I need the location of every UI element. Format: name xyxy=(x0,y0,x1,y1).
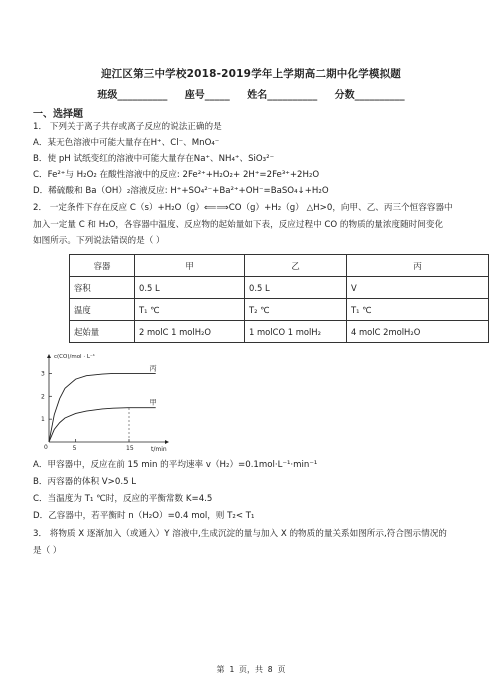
table-cell: 2 molC 1 molH₂O xyxy=(135,321,245,343)
q1-option-a: A．某无色溶液中可能大量存在H⁺、Cl⁻、MnO₄⁻ xyxy=(33,138,220,148)
table-cell: 0.5 L xyxy=(135,277,245,299)
q1-option-d: D．稀硫酸和 Ba（OH）₂溶液反应: H⁺+SO₄²⁻+Ba²⁺+OH⁻=BaSO₄↓+H₂O xyxy=(33,186,329,196)
table-cell: T₁ ℃ xyxy=(135,299,245,321)
x-axis-arrow xyxy=(165,440,169,444)
table-header-cell: 乙 xyxy=(245,255,347,277)
table-header-cell: 容器 xyxy=(70,255,135,277)
x-axis-label: t/min xyxy=(151,446,167,453)
table-header-cell: 丙 xyxy=(347,255,489,277)
table-header-row xyxy=(70,255,489,277)
q3-stem-line2: 是（ ） xyxy=(33,546,62,556)
table-row xyxy=(70,321,489,343)
y-axis-label: c(CO)/mol · L⁻¹ xyxy=(54,354,96,360)
conditions-table xyxy=(69,254,489,343)
q2-option-d: D．乙容器中，若平衡时 n（H₂O）=0.4 mol，则 T₂< T₁ xyxy=(33,511,255,521)
q2-stem-line3: 如图所示。下列说法错误的是（ ） xyxy=(33,236,165,246)
table-cell: V xyxy=(347,277,489,299)
x-tick-label: 5 xyxy=(72,445,77,452)
q2-option-b: B．丙容器的体积 V>0.5 L xyxy=(33,477,137,487)
table-cell: 容积 xyxy=(70,277,135,299)
table-row xyxy=(70,277,489,299)
table-cell: 4 molC 2molH₂O xyxy=(347,321,489,343)
co-concentration-chart xyxy=(33,350,173,460)
origin-label: 0 xyxy=(44,444,48,451)
q2-option-c: C．当温度为 T₁ ℃时，反应的平衡常数 K=4.5 xyxy=(33,494,213,504)
table-row xyxy=(70,299,489,321)
series-label: 甲 xyxy=(149,398,157,407)
q1-stem: 1． 下列关于离子共存或离子反应的说法正确的是 xyxy=(33,122,222,132)
table-cell: T₂ ℃ xyxy=(245,299,347,321)
table-header-cell: 甲 xyxy=(135,255,245,277)
table-cell: 0.5 L xyxy=(245,277,347,299)
y-axis-arrow xyxy=(47,354,51,358)
section-heading: 一、选择题 xyxy=(33,109,83,120)
q2-stem-line1: 2． 一定条件下存在反应 C（s）+H₂O（g）⟸⟹CO（g）+H₂（g） △H>0，向甲、乙、丙三个恒容容器中 xyxy=(33,203,453,213)
page-footer: 第 1 页，共 8 页 xyxy=(216,665,286,674)
q2-stem-line2: 加入一定量 C 和 H₂O，各容器中温度、反应物的起始量如下表，反应过程中 CO 的物质的量浓度随时间变化 xyxy=(33,220,444,230)
y-tick-label: 2 xyxy=(41,393,45,401)
q1-option-b: B．使 pH 试纸变红的溶液中可能大量存在Na⁺、NH₄⁺、SiO₃²⁻ xyxy=(33,154,275,164)
series-line-2 xyxy=(49,408,156,442)
q2-option-a: A．甲容器中，反应在前 15 min 的平均速率 v（H₂）=0.1mol·L⁻¹·min⁻¹ xyxy=(33,460,318,470)
x-tick-label: 15 xyxy=(126,445,134,452)
table-cell: T₁ ℃ xyxy=(347,299,489,321)
page-title: 迎江区第三中学校2018-2019学年上学期高二期中化学模拟题 xyxy=(100,68,401,80)
table-cell: 起始量 xyxy=(70,321,135,343)
student-info-line: 班级__________ 座号_____ 姓名__________ 分数__________ xyxy=(97,90,405,101)
y-tick-label: 3 xyxy=(41,370,45,378)
q3-stem-line1: 3． 将物质 X 逐渐加入（或通入）Y 溶液中,生成沉淀的量与加入 X 的物质的量关系如图所示,符合图示情况的 xyxy=(33,529,447,539)
table-cell: 1 molCO 1 molH₂ xyxy=(245,321,347,343)
table-cell: 温度 xyxy=(70,299,135,321)
series-label: 丙 xyxy=(149,364,157,373)
q1-option-c: C．Fe²⁺与 H₂O₂ 在酸性溶液中的反应: 2Fe²⁺+H₂O₂+ 2H⁺=2Fe³⁺+2H₂O xyxy=(33,170,320,180)
y-tick-label: 1 xyxy=(41,416,45,424)
